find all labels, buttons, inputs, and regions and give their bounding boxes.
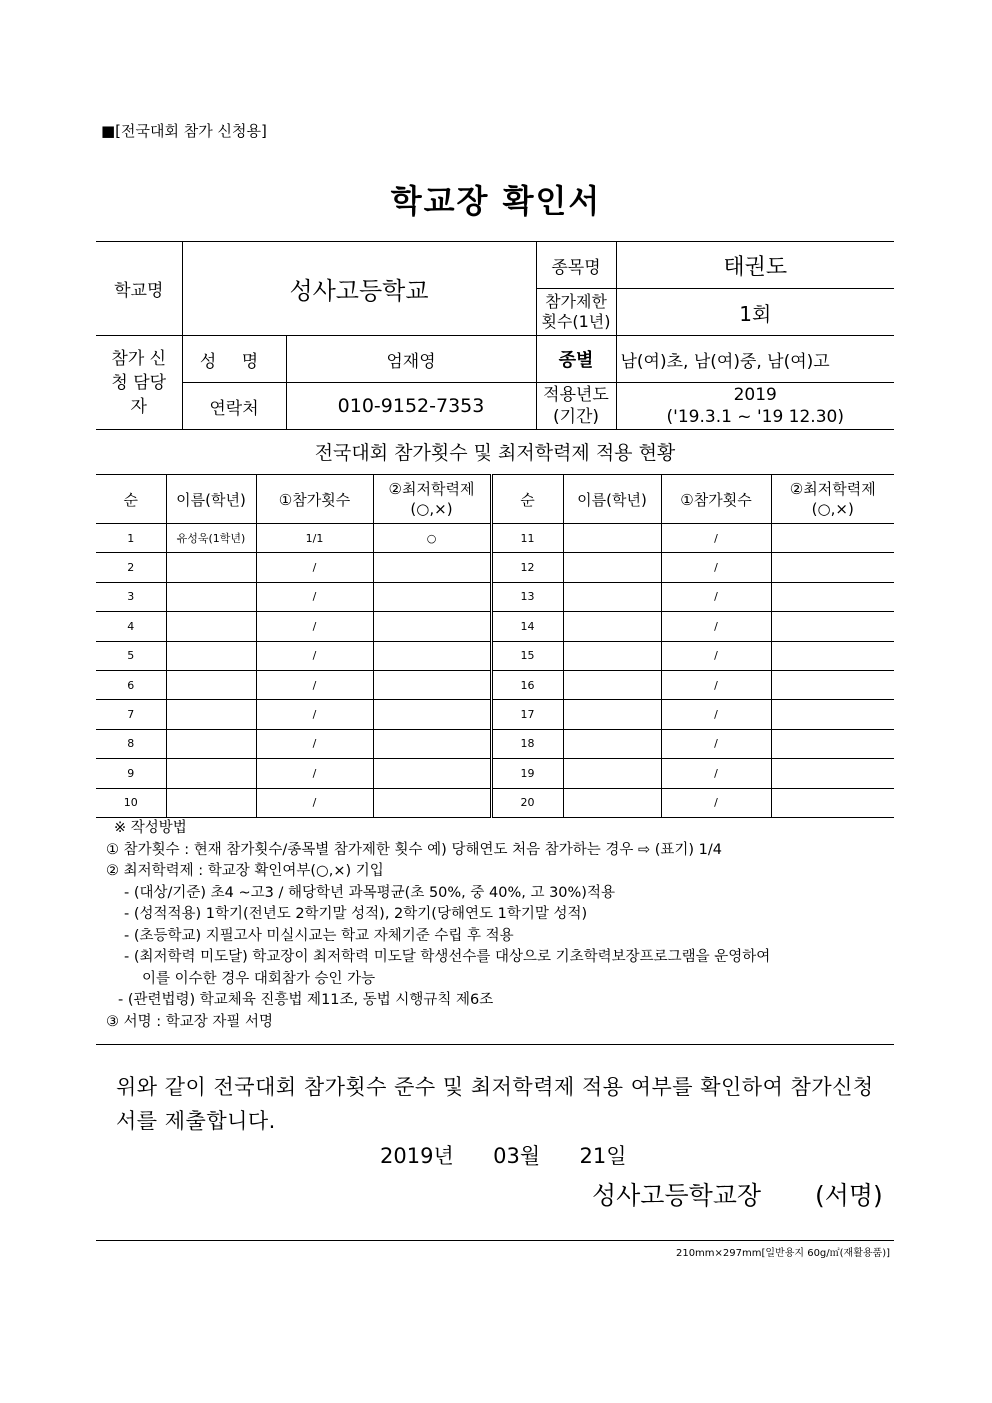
row-no: 4 <box>96 612 166 641</box>
row-count-2: / <box>661 670 771 699</box>
principal-name: 성사고등학교장 <box>592 1181 762 1210</box>
table-row <box>96 670 894 699</box>
row-name-2 <box>563 582 661 611</box>
name-label: 성 명 <box>182 336 286 383</box>
note-item: - (최저학력 미도달) 학교장이 최저학력 미도달 학생선수를 대상으로 기초학력보장프로그램을 운영하여 <box>124 949 771 965</box>
row-grade-2 <box>771 670 894 699</box>
info-table <box>96 241 894 430</box>
row-count-2: / <box>661 553 771 582</box>
row-name-2 <box>563 729 661 758</box>
signature-line <box>592 1176 883 1212</box>
note-item: 이를 이수한 경우 대회참가 승인 가능 <box>142 970 376 987</box>
date-day: 21일 <box>579 1144 627 1168</box>
writing-guide <box>96 818 894 1045</box>
table-row <box>96 788 894 817</box>
row-name <box>166 612 256 641</box>
row-no-2: 17 <box>491 700 563 729</box>
school-label: 학교명 <box>96 242 182 336</box>
note-item: - (대상/기준) 초4 ~고3 / 해당학년 과목평균(초 50%, 중 40%, 고 30%)적용 <box>124 884 615 901</box>
row-no-2: 13 <box>491 582 563 611</box>
category-label: 종별 <box>536 336 616 383</box>
phone-label: 연락처 <box>182 383 286 430</box>
row-no: 7 <box>96 700 166 729</box>
row-name-2 <box>563 670 661 699</box>
date-month: 03월 <box>493 1144 541 1168</box>
row-no-2: 16 <box>491 670 563 699</box>
category-value: 남(여)초, 남(여)중, 남(여)고 <box>616 336 894 383</box>
row-grade-2 <box>771 700 894 729</box>
period-value: ('19.3.1 ~ '19 12.30) <box>666 407 844 427</box>
note-item: ② 최저학력제 : 학교장 확인여부(○,×) 기입 <box>106 863 384 879</box>
row-name <box>166 788 256 817</box>
signature-mark: (서명) <box>814 1181 883 1210</box>
form-type-label: ■[전국대회 참가 신청용] <box>101 122 267 140</box>
row-name-2 <box>563 612 661 641</box>
row-grade-2 <box>771 788 894 817</box>
row-grade-2 <box>771 759 894 788</box>
participation-table <box>96 474 894 818</box>
row-name <box>166 759 256 788</box>
phone-value: 010-9152-7353 <box>286 383 536 430</box>
row-name: 유성욱(1학년) <box>166 524 256 553</box>
row-name <box>166 700 256 729</box>
date-year: 2019년 <box>380 1144 454 1168</box>
table-row <box>96 641 894 670</box>
row-no: 10 <box>96 788 166 817</box>
row-no: 1 <box>96 524 166 553</box>
note-item: ③ 서명 : 학교장 자필 서명 <box>106 1013 273 1030</box>
row-count-2: / <box>661 582 771 611</box>
year-cell <box>616 383 894 430</box>
note-item: - (관련법령) 학교체육 진흥법 제11조, 동법 시행규칙 제6조 <box>118 992 494 1008</box>
row-count-2: / <box>661 641 771 670</box>
row-grade <box>373 612 491 641</box>
row-grade <box>373 700 491 729</box>
row-grade-2 <box>771 612 894 641</box>
date-line <box>380 1140 627 1170</box>
row-no-2: 20 <box>491 788 563 817</box>
row-count: / <box>256 759 373 788</box>
row-count: 1/1 <box>256 524 373 553</box>
table-row <box>96 582 894 611</box>
table-header-row <box>96 475 894 524</box>
row-count: / <box>256 700 373 729</box>
table-row <box>96 700 894 729</box>
table-row <box>96 759 894 788</box>
row-count: / <box>256 612 373 641</box>
row-grade-2 <box>771 582 894 611</box>
row-grade <box>373 670 491 699</box>
row-grade: ○ <box>373 524 491 553</box>
table-row <box>96 729 894 758</box>
table-row <box>96 553 894 582</box>
page-title: 학교장 확인서 <box>390 182 602 220</box>
row-no: 5 <box>96 641 166 670</box>
participation-table-body <box>96 475 894 818</box>
header-name-2: 이름(학년) <box>563 475 661 524</box>
note-item: - (초등학교) 지필고사 미실시교는 학교 자체기준 수립 후 적용 <box>124 927 514 944</box>
event-value: 태권도 <box>616 242 894 289</box>
name-value: 엄재영 <box>286 336 536 383</box>
row-count: / <box>256 670 373 699</box>
row-name-2 <box>563 641 661 670</box>
paper-spec: 210mm×297mm[일반용지 60g/㎡(재활용품)] <box>675 1248 890 1259</box>
table-row <box>96 524 894 553</box>
header-no-2: 순 <box>491 475 563 524</box>
row-grade-2 <box>771 729 894 758</box>
row-name-2 <box>563 553 661 582</box>
row-no-2: 19 <box>491 759 563 788</box>
row-grade-2 <box>771 524 894 553</box>
row-no: 2 <box>96 553 166 582</box>
header-grade: ②최저학력제 (○,×) <box>373 475 491 524</box>
year-label: 적용년도 (기간) <box>536 383 616 430</box>
header-name: 이름(학년) <box>166 475 256 524</box>
row-count-2: / <box>661 612 771 641</box>
contact-person-label: 참가 신청 담당자 <box>96 336 182 430</box>
row-name <box>166 670 256 699</box>
row-count-2: / <box>661 788 771 817</box>
row-grade <box>373 729 491 758</box>
row-no-2: 11 <box>491 524 563 553</box>
row-count: / <box>256 788 373 817</box>
row-grade <box>373 788 491 817</box>
row-name-2 <box>563 788 661 817</box>
status-title: 전국대회 참가횟수 및 최저학력제 적용 현황 <box>314 442 676 464</box>
row-no-2: 18 <box>491 729 563 758</box>
row-name-2 <box>563 700 661 729</box>
header-count-2: ①참가횟수 <box>661 475 771 524</box>
row-no: 9 <box>96 759 166 788</box>
header-count: ①참가횟수 <box>256 475 373 524</box>
row-count-2: / <box>661 759 771 788</box>
header-no: 순 <box>96 475 166 524</box>
limit-label: 참가제한 횟수(1년) <box>536 289 616 336</box>
row-count: / <box>256 641 373 670</box>
row-name <box>166 582 256 611</box>
row-no: 3 <box>96 582 166 611</box>
row-no-2: 14 <box>491 612 563 641</box>
row-name <box>166 729 256 758</box>
row-name-2 <box>563 524 661 553</box>
event-label: 종목명 <box>536 242 616 289</box>
row-count-2: / <box>661 700 771 729</box>
confirmation-statement: 위와 같이 전국대회 참가횟수 준수 및 최저학력제 적용 여부를 확인하여 참가신청서를 제출합니다. <box>116 1075 874 1133</box>
row-grade-2 <box>771 641 894 670</box>
note-item: - (성적적용) 1학기(전년도 2학기말 성적), 2학기(당해연도 1학기말 성적) <box>124 906 588 922</box>
table-row <box>96 612 894 641</box>
row-count: / <box>256 729 373 758</box>
row-count: / <box>256 553 373 582</box>
row-grade <box>373 759 491 788</box>
row-grade <box>373 553 491 582</box>
row-name <box>166 641 256 670</box>
limit-value: 1회 <box>616 289 894 336</box>
school-value: 성사고등학교 <box>182 242 536 336</box>
row-count: / <box>256 582 373 611</box>
notes-heading: ※ 작성방법 <box>114 820 187 836</box>
row-no-2: 15 <box>491 641 563 670</box>
note-item: ① 참가횟수 : 현재 참가횟수/종목별 참가제한 횟수 예) 당해연도 처음 참가하는 경우 ⇨ (표기) 1/4 <box>106 841 722 858</box>
row-no-2: 12 <box>491 553 563 582</box>
row-grade-2 <box>771 553 894 582</box>
row-name-2 <box>563 759 661 788</box>
bottom-rule <box>96 1240 894 1241</box>
row-no: 8 <box>96 729 166 758</box>
year-value: 2019 <box>733 385 777 405</box>
row-no: 6 <box>96 670 166 699</box>
row-count-2: / <box>661 524 771 553</box>
row-grade <box>373 582 491 611</box>
header-grade-2: ②최저학력제 (○,×) <box>771 475 894 524</box>
row-grade <box>373 641 491 670</box>
row-name <box>166 553 256 582</box>
row-count-2: / <box>661 729 771 758</box>
